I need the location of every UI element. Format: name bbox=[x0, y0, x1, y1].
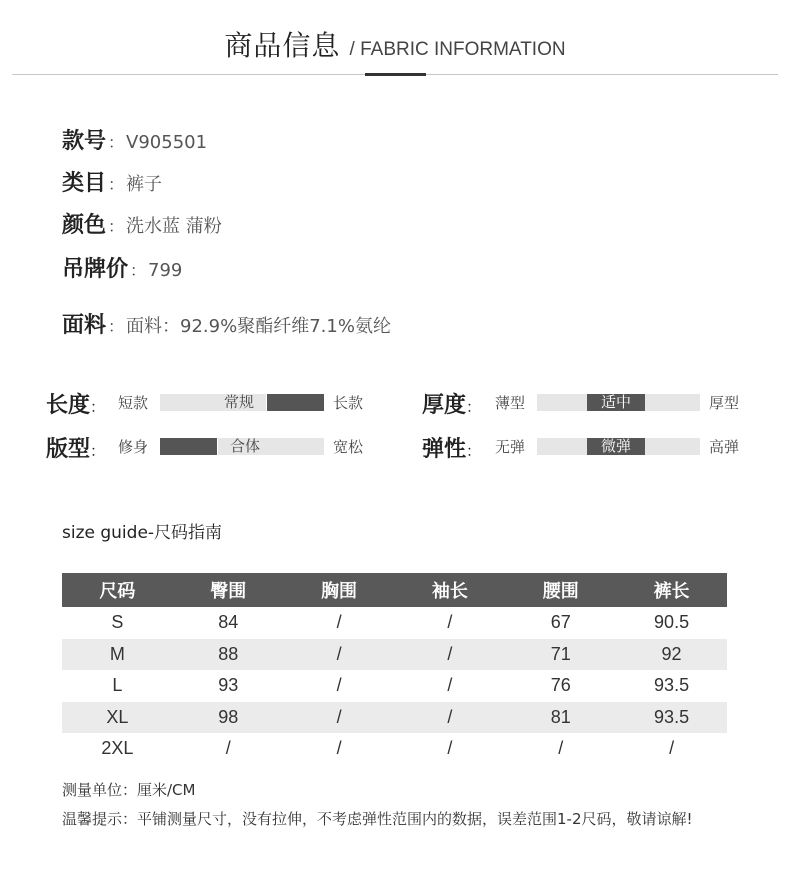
info-style-number: 款号 ： V905501 bbox=[62, 129, 208, 154]
info-label: 颜色 bbox=[62, 213, 107, 238]
table-cell: S bbox=[111, 612, 124, 633]
attribute-label: 厚度： bbox=[422, 393, 482, 418]
attribute-length-scale bbox=[0, 392, 395, 418]
table-cell: 90.5 bbox=[654, 612, 690, 633]
scale-track-right bbox=[645, 394, 700, 411]
section-title-cn: 商品信息 bbox=[224, 29, 341, 62]
scale-track-left bbox=[537, 438, 587, 455]
info-label: 吊牌价 bbox=[62, 257, 129, 282]
scale-selected-slight: 微弹 bbox=[587, 438, 645, 455]
info-label: 款号 bbox=[62, 129, 107, 154]
column-header: 尺码 bbox=[62, 573, 173, 607]
info-label: 类目 bbox=[62, 171, 107, 196]
info-fabric: 面料 ： 面料：92.9%聚酯纤维7.1%氨纶 bbox=[62, 313, 391, 338]
table-row bbox=[62, 639, 727, 671]
info-value: V905501 bbox=[126, 132, 208, 153]
table-cell: / bbox=[336, 738, 342, 759]
table-row bbox=[62, 733, 727, 765]
table-cell: M bbox=[62, 639, 173, 671]
attribute-elasticity-scale bbox=[395, 436, 790, 462]
table-cell: 71 bbox=[505, 639, 616, 671]
column-header: 臀围 bbox=[173, 573, 284, 607]
attribute-label: 长度： bbox=[46, 393, 106, 418]
table-cell: / bbox=[336, 675, 342, 696]
info-value: 洗水蓝 蒲粉 bbox=[126, 216, 222, 237]
table-cell: / bbox=[336, 612, 342, 633]
size-guide-title: size guide-尺码指南 bbox=[62, 523, 223, 543]
info-value: 裤子 bbox=[126, 174, 163, 195]
scale-option-fitted: 合体 bbox=[218, 438, 324, 455]
header-divider-accent bbox=[365, 73, 426, 76]
scale-selected-slim bbox=[160, 438, 217, 455]
info-value: 面料：92.9%聚酯纤维7.1%氨纶 bbox=[126, 316, 391, 337]
column-header: 袖长 bbox=[394, 573, 505, 607]
table-cell: / bbox=[394, 702, 505, 734]
table-cell: L bbox=[112, 675, 123, 696]
table-cell: / bbox=[447, 612, 453, 633]
table-row bbox=[62, 607, 727, 639]
measurement-unit-note: 测量单位：厘米/CM bbox=[62, 781, 196, 799]
info-category: 类目 ： 裤子 bbox=[62, 171, 163, 196]
table-cell: XL bbox=[62, 702, 173, 734]
table-cell: 81 bbox=[505, 702, 616, 734]
scale-option-regular: 常规 bbox=[160, 394, 266, 411]
attribute-fit-scale bbox=[0, 436, 395, 462]
attribute-thickness-scale bbox=[395, 392, 790, 418]
scale-selected-medium: 适中 bbox=[587, 394, 645, 411]
table-cell: / bbox=[284, 639, 395, 671]
section-title-en: / FABRIC INFORMATION bbox=[349, 39, 566, 60]
table-cell: 98 bbox=[173, 702, 284, 734]
scale-option-loose: 宽松 bbox=[333, 438, 364, 456]
scale-option-short: 短款 bbox=[118, 394, 149, 412]
table-cell: 93.5 bbox=[616, 702, 727, 734]
scale-selected-long bbox=[267, 394, 324, 411]
scale-option-slim: 修身 bbox=[118, 438, 149, 456]
info-label: 面料 bbox=[62, 313, 107, 338]
table-cell: / bbox=[447, 738, 453, 759]
section-header bbox=[0, 24, 790, 64]
table-cell: / bbox=[284, 702, 395, 734]
column-header: 腰围 bbox=[505, 573, 616, 607]
table-row bbox=[62, 702, 727, 734]
table-cell: 67 bbox=[550, 612, 571, 633]
info-color: 颜色 ： 洗水蓝 蒲粉 bbox=[62, 213, 222, 238]
table-cell: 92 bbox=[616, 639, 727, 671]
table-header-row bbox=[62, 573, 727, 607]
column-header: 裤长 bbox=[616, 573, 727, 607]
info-value: 799 bbox=[148, 260, 183, 281]
table-row bbox=[62, 670, 727, 702]
scale-option-thin: 薄型 bbox=[495, 394, 526, 412]
info-tag-price: 吊牌价 ： 799 bbox=[62, 257, 183, 282]
attribute-label: 弹性： bbox=[422, 437, 482, 462]
attribute-label: 版型： bbox=[46, 437, 106, 462]
table-cell: 93.5 bbox=[654, 675, 690, 696]
table-cell: 88 bbox=[173, 639, 284, 671]
table-cell: / bbox=[447, 675, 453, 696]
scale-option-thick: 厚型 bbox=[709, 394, 740, 412]
scale-option-high: 高弹 bbox=[709, 438, 740, 456]
table-cell: 84 bbox=[218, 612, 239, 633]
size-table bbox=[62, 573, 727, 765]
table-cell: / bbox=[558, 738, 564, 759]
measurement-tip-note: 温馨提示：平铺测量尺寸，没有拉伸，不考虑弹性范围内的数据，误差范围1-2尺码，敬请谅解! bbox=[62, 810, 693, 828]
scale-track-left bbox=[537, 394, 587, 411]
table-cell: 2XL bbox=[101, 738, 134, 759]
scale-option-long: 长款 bbox=[333, 394, 364, 412]
column-header: 胸围 bbox=[284, 573, 395, 607]
table-cell: 93 bbox=[218, 675, 239, 696]
table-cell: 76 bbox=[550, 675, 571, 696]
table-cell: / bbox=[225, 738, 231, 759]
scale-track-right bbox=[645, 438, 700, 455]
table-cell: / bbox=[394, 639, 505, 671]
scale-option-none: 无弹 bbox=[495, 438, 526, 456]
table-cell: / bbox=[669, 738, 675, 759]
